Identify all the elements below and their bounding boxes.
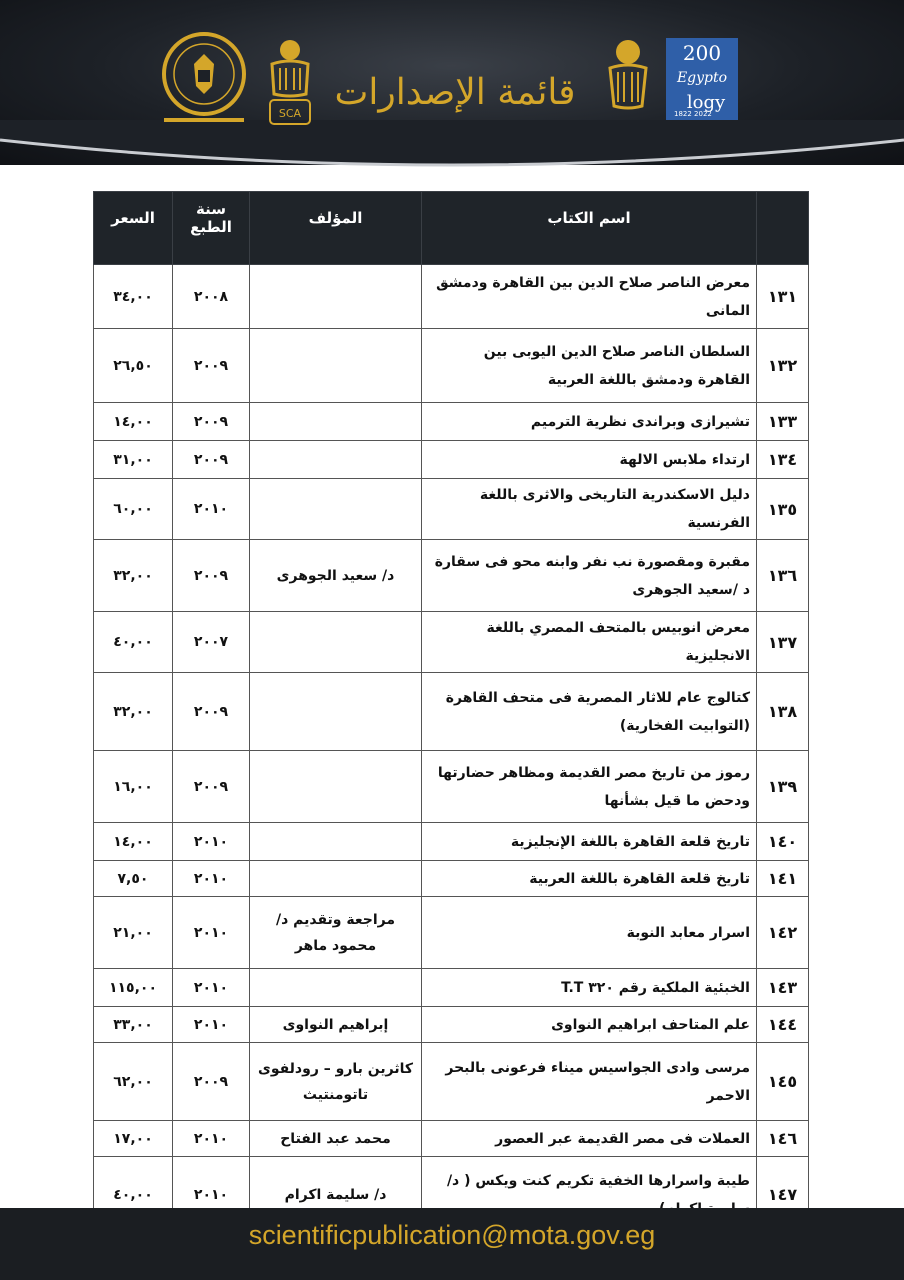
print-year: ٢٠١٠ [173, 823, 250, 861]
table-row [94, 479, 809, 540]
book-author [250, 673, 422, 751]
row-number: ١٤٣ [757, 969, 809, 1007]
book-price: ٦٢,٠٠ [94, 1043, 173, 1121]
book-title: تاريخ قلعة القاهرة باللغة الإنجليزية [422, 823, 757, 861]
table-row [94, 1121, 809, 1157]
book-price: ١٧,٠٠ [94, 1121, 173, 1157]
print-year: ٢٠١٠ [173, 969, 250, 1007]
table-row [94, 329, 809, 403]
row-number: ١٤٧ [757, 1157, 809, 1233]
book-author [250, 612, 422, 673]
sun-disk-logo-icon [604, 36, 652, 128]
book-author [250, 479, 422, 540]
print-year: ٢٠٠٩ [173, 751, 250, 823]
table-row [94, 265, 809, 329]
print-year: ٢٠١٠ [173, 1121, 250, 1157]
book-price: ٤٠,٠٠ [94, 612, 173, 673]
table-row [94, 897, 809, 969]
header-author: المؤلف [250, 192, 422, 265]
book-title: رموز من تاريخ مصر القديمة ومظاهر حضارتها ودحض ما قيل بشأنها [422, 751, 757, 823]
table-row [94, 612, 809, 673]
header-price: السعر [94, 192, 173, 265]
table-row [94, 673, 809, 751]
book-title: اسرار معابد النوبة [422, 897, 757, 969]
print-year: ٢٠١٠ [173, 1157, 250, 1233]
book-price: ٣٢,٠٠ [94, 673, 173, 751]
row-number: ١٤٠ [757, 823, 809, 861]
table-row [94, 823, 809, 861]
row-number: ١٣٩ [757, 751, 809, 823]
book-price: ٣٢,٠٠ [94, 540, 173, 612]
row-number: ١٣١ [757, 265, 809, 329]
book-author [250, 403, 422, 441]
print-year: ٢٠٠٩ [173, 441, 250, 479]
table-row [94, 441, 809, 479]
book-title: كتالوج عام للاثار المصرية فى متحف القاهرة (التوابيت الفخارية) [422, 673, 757, 751]
print-year: ٢٠٠٨ [173, 265, 250, 329]
publications-table [93, 191, 809, 1233]
row-number: ١٣٥ [757, 479, 809, 540]
row-number: ١٣٨ [757, 673, 809, 751]
book-title: تشيرازى وبراندى نظرية الترميم [422, 403, 757, 441]
print-year: ٢٠١٠ [173, 479, 250, 540]
print-year: ٢٠٠٩ [173, 329, 250, 403]
book-author: كاثرين بارو – رودلفوى تاتومنتيث [250, 1043, 422, 1121]
svg-text:Egypto: Egypto [676, 70, 728, 86]
row-number: ١٣٤ [757, 441, 809, 479]
book-title: طيبة واسرارها الخفية تكريم كنت ويكس ( د/ [422, 1157, 757, 1233]
book-price: ٢١,٠٠ [94, 897, 173, 969]
book-title: معرض الناصر صلاح الدين بين القاهرة ودمشق المانى [422, 265, 757, 329]
table-row [94, 1007, 809, 1043]
book-author: د/ سعيد الجوهرى [250, 540, 422, 612]
book-title: ارتداء ملابس الالهة [422, 441, 757, 479]
book-author [250, 751, 422, 823]
print-year: ٢٠٠٩ [173, 1043, 250, 1121]
svg-text:1822 2022: 1822 2022 [674, 110, 712, 118]
table-row [94, 1043, 809, 1121]
header-book-name: اسم الكتاب [422, 192, 757, 265]
book-author: مراجعة وتقديم د/ محمود ماهر [250, 897, 422, 969]
row-number: ١٤٦ [757, 1121, 809, 1157]
table-row [94, 751, 809, 823]
table-row [94, 969, 809, 1007]
print-year: ٢٠١٠ [173, 897, 250, 969]
book-author [250, 329, 422, 403]
book-price: ٦٠,٠٠ [94, 479, 173, 540]
table-header-row [94, 192, 809, 265]
print-year: ٢٠١٠ [173, 1007, 250, 1043]
ministry-logo-icon [158, 30, 250, 130]
book-price: ٣١,٠٠ [94, 441, 173, 479]
table-row [94, 403, 809, 441]
contact-email: scientificpublication@mota.gov.eg [248, 1220, 656, 1250]
print-year: ٢٠١٠ [173, 861, 250, 897]
print-year: ٢٠٠٩ [173, 403, 250, 441]
egyptology-logo-icon [666, 38, 738, 120]
page-title: قائمة الإصدارات [334, 72, 576, 113]
book-title: الخبئية الملكية رقم ٣٢٠ T.T [422, 969, 757, 1007]
book-price: ٢٦,٥٠ [94, 329, 173, 403]
row-number: ١٣٣ [757, 403, 809, 441]
book-author [250, 969, 422, 1007]
book-price: ١٤,٠٠ [94, 403, 173, 441]
book-price: ١٦,٠٠ [94, 751, 173, 823]
book-price: ٧,٥٠ [94, 861, 173, 897]
table-row [94, 540, 809, 612]
print-year: ٢٠٠٧ [173, 612, 250, 673]
print-year: ٢٠٠٩ [173, 540, 250, 612]
publications-table-container [93, 191, 808, 1233]
book-title: دليل الاسكندرية التاريخى والاثرى باللغة الفرنسية [422, 479, 757, 540]
book-author [250, 861, 422, 897]
book-price: ٣٤,٠٠ [94, 265, 173, 329]
book-price: ١٤,٠٠ [94, 823, 173, 861]
row-number: ١٤٢ [757, 897, 809, 969]
book-author [250, 265, 422, 329]
table-row [94, 861, 809, 897]
svg-text:200: 200 [682, 41, 722, 65]
book-author: د/ سليمة اكرام [250, 1157, 422, 1233]
print-year: ٢٠٠٩ [173, 673, 250, 751]
book-price: ٣٣,٠٠ [94, 1007, 173, 1043]
row-number: ١٣٢ [757, 329, 809, 403]
book-price: ١١٥,٠٠ [94, 969, 173, 1007]
book-author: إبراهيم النواوى [250, 1007, 422, 1043]
header-print-year: سنة الطبع [173, 192, 250, 265]
row-number: ١٣٧ [757, 612, 809, 673]
row-number: ١٤٤ [757, 1007, 809, 1043]
svg-text:logy: logy [686, 92, 726, 113]
row-number: ١٤١ [757, 861, 809, 897]
sca-logo-icon [266, 36, 314, 128]
book-title: العملات فى مصر القديمة عبر العصور [422, 1121, 757, 1157]
book-author: محمد عبد الفتاح [250, 1121, 422, 1157]
book-author [250, 823, 422, 861]
book-title: السلطان الناصر صلاح الدين اليوبى بين القاهرة ودمشق باللغة العربية [422, 329, 757, 403]
book-author [250, 441, 422, 479]
row-number: ١٣٦ [757, 540, 809, 612]
book-title: تاريخ قلعة القاهرة باللغة العربية [422, 861, 757, 897]
row-number: ١٤٥ [757, 1043, 809, 1121]
header-number [757, 192, 809, 265]
sca-logo-text: SCA [278, 107, 302, 120]
book-title: مقبرة ومقصورة نب نفر وابنه محو فى سقارة د /سعيد الجوهرى [422, 540, 757, 612]
header-wave-decoration [0, 120, 904, 180]
book-title: مرسى وادى الجواسيس ميناء فرعونى بالبحر الاحمر [422, 1043, 757, 1121]
book-price: ٤٠,٠٠ [94, 1157, 173, 1233]
book-title: علم المتاحف ابراهيم النواوى [422, 1007, 757, 1043]
book-title: معرض انوبيس بالمتحف المصري باللغة الانجليزية [422, 612, 757, 673]
